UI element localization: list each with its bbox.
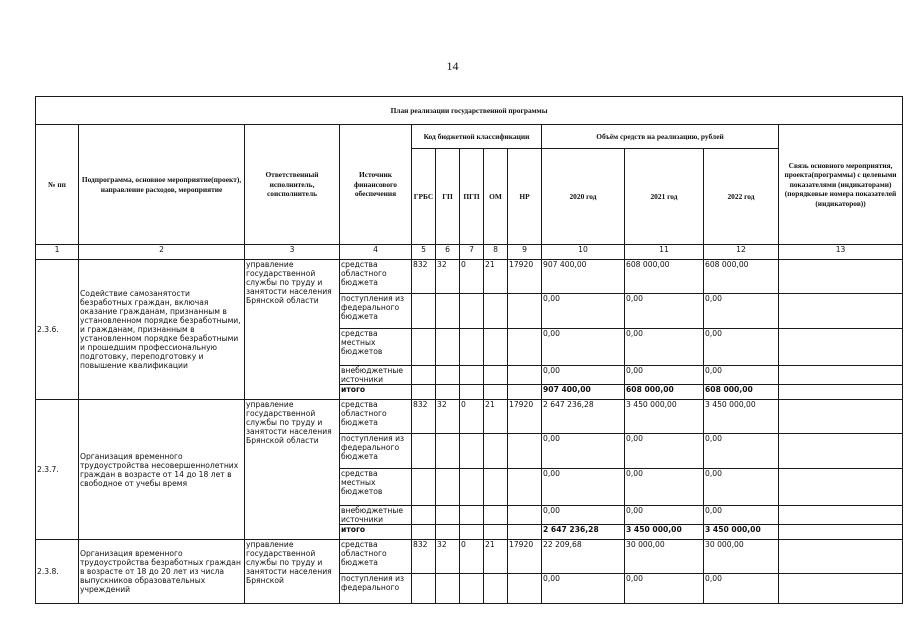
row-name: Организация временного трудоустройства несовершеннолетних граждан в возрасте от 14 до 18 лет в свободное от учебы время — [79, 400, 245, 540]
column-number: 6 — [436, 245, 460, 260]
row-np: 17920 — [508, 400, 542, 434]
column-number: 8 — [484, 245, 508, 260]
row-source: средства местных бюджетов — [340, 329, 412, 366]
row-np: 17920 — [508, 260, 542, 294]
row-gp — [436, 574, 460, 604]
column-number: 12 — [704, 245, 779, 260]
row-link — [779, 400, 903, 434]
row-link — [779, 329, 903, 366]
table-row — [36, 260, 903, 294]
row-pgp — [460, 574, 484, 604]
header-2022: 2022 год — [704, 149, 779, 245]
row-grbs: 832 — [412, 540, 436, 574]
row-y2020: 907 400,00 — [542, 260, 625, 294]
table-row — [36, 540, 903, 574]
row-om — [484, 574, 508, 604]
row-y2022: 0,00 — [704, 366, 779, 385]
row-y2021: 30 000,00 — [625, 540, 704, 574]
row-number: 2.3.8. — [36, 540, 79, 604]
row-y2021: 0,00 — [625, 329, 704, 366]
row-link — [779, 434, 903, 469]
total-om — [484, 525, 508, 540]
row-pgp — [460, 294, 484, 329]
row-y2021: 0,00 — [625, 294, 704, 329]
row-y2022: 608 000,00 — [704, 260, 779, 294]
total-np — [508, 525, 542, 540]
header-num: № пп — [36, 125, 79, 245]
row-name: Организация временного трудоустройства безработных граждан в возрасте от 18 до 20 лет из числа выпускников образовательных учреждений — [79, 540, 245, 604]
row-np: 17920 — [508, 540, 542, 574]
table-title: План реализации государственной программы — [36, 97, 903, 125]
row-grbs — [412, 329, 436, 366]
row-np — [508, 506, 542, 525]
column-number: 13 — [779, 245, 903, 260]
header-name: Подпрограмма, основное мероприятие(проект), направление расходов, мероприятие — [79, 125, 245, 245]
row-y2022: 0,00 — [704, 434, 779, 469]
total-label: итого — [340, 525, 412, 540]
header-source: Источник финансового обеспечения — [340, 125, 412, 245]
total-grbs — [412, 525, 436, 540]
row-grbs — [412, 469, 436, 506]
column-number: 1 — [36, 245, 79, 260]
total-pgp — [460, 525, 484, 540]
row-pgp — [460, 366, 484, 385]
total-pgp — [460, 385, 484, 400]
row-y2020: 0,00 — [542, 506, 625, 525]
row-y2022: 3 450 000,00 — [704, 400, 779, 434]
page-number: 14 — [446, 59, 459, 73]
row-link — [779, 294, 903, 329]
row-source: средства местных бюджетов — [340, 469, 412, 506]
row-om — [484, 366, 508, 385]
row-np — [508, 469, 542, 506]
row-y2021: 3 450 000,00 — [625, 400, 704, 434]
header-np: НР — [508, 149, 542, 245]
row-executor: управление государственной службы по труду и занятости населения Брянской — [245, 540, 340, 604]
row-link — [779, 260, 903, 294]
row-gp — [436, 329, 460, 366]
row-om — [484, 506, 508, 525]
header-pgp: ПГП — [460, 149, 484, 245]
row-y2020: 0,00 — [542, 366, 625, 385]
header-2020: 2020 год — [542, 149, 625, 245]
row-pgp — [460, 506, 484, 525]
row-om — [484, 434, 508, 469]
row-grbs: 832 — [412, 260, 436, 294]
row-pgp: 0 — [460, 400, 484, 434]
header-om: ОМ — [484, 149, 508, 245]
row-pgp — [460, 434, 484, 469]
header-budget-code: Код бюджетной классификации — [412, 125, 542, 149]
header-link: Связь основного мероприятия, проекта(программы) с целевыми показателями (индикаторами) (порядковые номера показателей (индикаторов)) — [779, 125, 903, 245]
row-executor: управление государственной службы по труду и занятости населения Брянской области — [245, 400, 340, 540]
row-y2020: 0,00 — [542, 329, 625, 366]
header-executor: Ответственный исполнитель, соисполнитель — [245, 125, 340, 245]
column-number: 11 — [625, 245, 704, 260]
row-gp — [436, 294, 460, 329]
row-np — [508, 329, 542, 366]
total-y2022: 3 450 000,00 — [704, 525, 779, 540]
total-label: итого — [340, 385, 412, 400]
total-link — [779, 385, 903, 400]
row-om — [484, 329, 508, 366]
total-gp — [436, 525, 460, 540]
column-number: 9 — [508, 245, 542, 260]
row-om: 21 — [484, 260, 508, 294]
row-gp: 32 — [436, 540, 460, 574]
row-grbs: 832 — [412, 400, 436, 434]
row-y2020: 0,00 — [542, 434, 625, 469]
row-executor: управление государственной службы по труду и занятости населения Брянской области — [245, 260, 340, 400]
total-om — [484, 385, 508, 400]
total-y2020: 907 400,00 — [542, 385, 625, 400]
row-gp: 32 — [436, 400, 460, 434]
row-pgp — [460, 329, 484, 366]
row-source: средства областного бюджета — [340, 540, 412, 574]
header-funds: Объём средств на реализацию, рублей — [542, 125, 779, 149]
row-source: средства областного бюджета — [340, 400, 412, 434]
row-y2022: 30 000,00 — [704, 540, 779, 574]
total-link — [779, 525, 903, 540]
row-link — [779, 469, 903, 506]
row-grbs — [412, 434, 436, 469]
total-y2021: 608 000,00 — [625, 385, 704, 400]
total-y2020: 2 647 236,28 — [542, 525, 625, 540]
row-y2020: 0,00 — [542, 294, 625, 329]
row-np — [508, 434, 542, 469]
row-number: 2.3.6. — [36, 260, 79, 400]
row-link — [779, 506, 903, 525]
row-np — [508, 366, 542, 385]
row-y2021: 0,00 — [625, 506, 704, 525]
row-pgp: 0 — [460, 540, 484, 574]
row-gp — [436, 434, 460, 469]
row-pgp: 0 — [460, 260, 484, 294]
row-grbs — [412, 366, 436, 385]
row-y2022: 0,00 — [704, 574, 779, 604]
column-numbers-row — [36, 245, 903, 260]
row-y2020: 0,00 — [542, 574, 625, 604]
row-np — [508, 574, 542, 604]
header-grbs: ГРБС — [412, 149, 436, 245]
row-grbs — [412, 574, 436, 604]
row-gp: 32 — [436, 260, 460, 294]
plan-table — [35, 96, 903, 604]
row-source: поступления из федерального — [340, 574, 412, 604]
row-name: Содействие самозанятости безработных граждан, включая оказание гражданам, признанным в установленном порядке безработными, и гражданам, признанным в установленном порядке безработными и прошедшим профессиональную подготовку, переподготовку и повышение квалификации — [79, 260, 245, 400]
row-om — [484, 469, 508, 506]
row-source: поступления из федерального бюджета — [340, 294, 412, 329]
row-y2021: 0,00 — [625, 574, 704, 604]
row-pgp — [460, 469, 484, 506]
row-y2021: 608 000,00 — [625, 260, 704, 294]
row-om: 21 — [484, 540, 508, 574]
row-y2022: 0,00 — [704, 294, 779, 329]
row-source: средства областного бюджета — [340, 260, 412, 294]
column-number: 5 — [412, 245, 436, 260]
plan-table-body — [36, 97, 903, 604]
row-y2020: 2 647 236,28 — [542, 400, 625, 434]
row-source: внебюджетные источники — [340, 506, 412, 525]
row-link — [779, 540, 903, 574]
header-gp: ГП — [436, 149, 460, 245]
total-gp — [436, 385, 460, 400]
row-np — [508, 294, 542, 329]
row-y2021: 0,00 — [625, 469, 704, 506]
total-np — [508, 385, 542, 400]
row-y2020: 22 209,68 — [542, 540, 625, 574]
column-number: 3 — [245, 245, 340, 260]
row-y2020: 0,00 — [542, 469, 625, 506]
total-grbs — [412, 385, 436, 400]
column-number: 4 — [340, 245, 412, 260]
row-y2021: 0,00 — [625, 366, 704, 385]
row-y2022: 0,00 — [704, 469, 779, 506]
header-2021: 2021 год — [625, 149, 704, 245]
row-gp — [436, 366, 460, 385]
row-source: внебюджетные источники — [340, 366, 412, 385]
total-y2021: 3 450 000,00 — [625, 525, 704, 540]
row-link — [779, 574, 903, 604]
table-row — [36, 400, 903, 434]
row-grbs — [412, 294, 436, 329]
row-gp — [436, 506, 460, 525]
row-y2022: 0,00 — [704, 329, 779, 366]
row-gp — [436, 469, 460, 506]
row-om: 21 — [484, 400, 508, 434]
row-source: поступления из федерального бюджета — [340, 434, 412, 469]
total-y2022: 608 000,00 — [704, 385, 779, 400]
column-number: 2 — [79, 245, 245, 260]
row-y2021: 0,00 — [625, 434, 704, 469]
row-number: 2.3.7. — [36, 400, 79, 540]
row-y2022: 0,00 — [704, 506, 779, 525]
row-om — [484, 294, 508, 329]
row-link — [779, 366, 903, 385]
row-grbs — [412, 506, 436, 525]
column-number: 10 — [542, 245, 625, 260]
column-number: 7 — [460, 245, 484, 260]
